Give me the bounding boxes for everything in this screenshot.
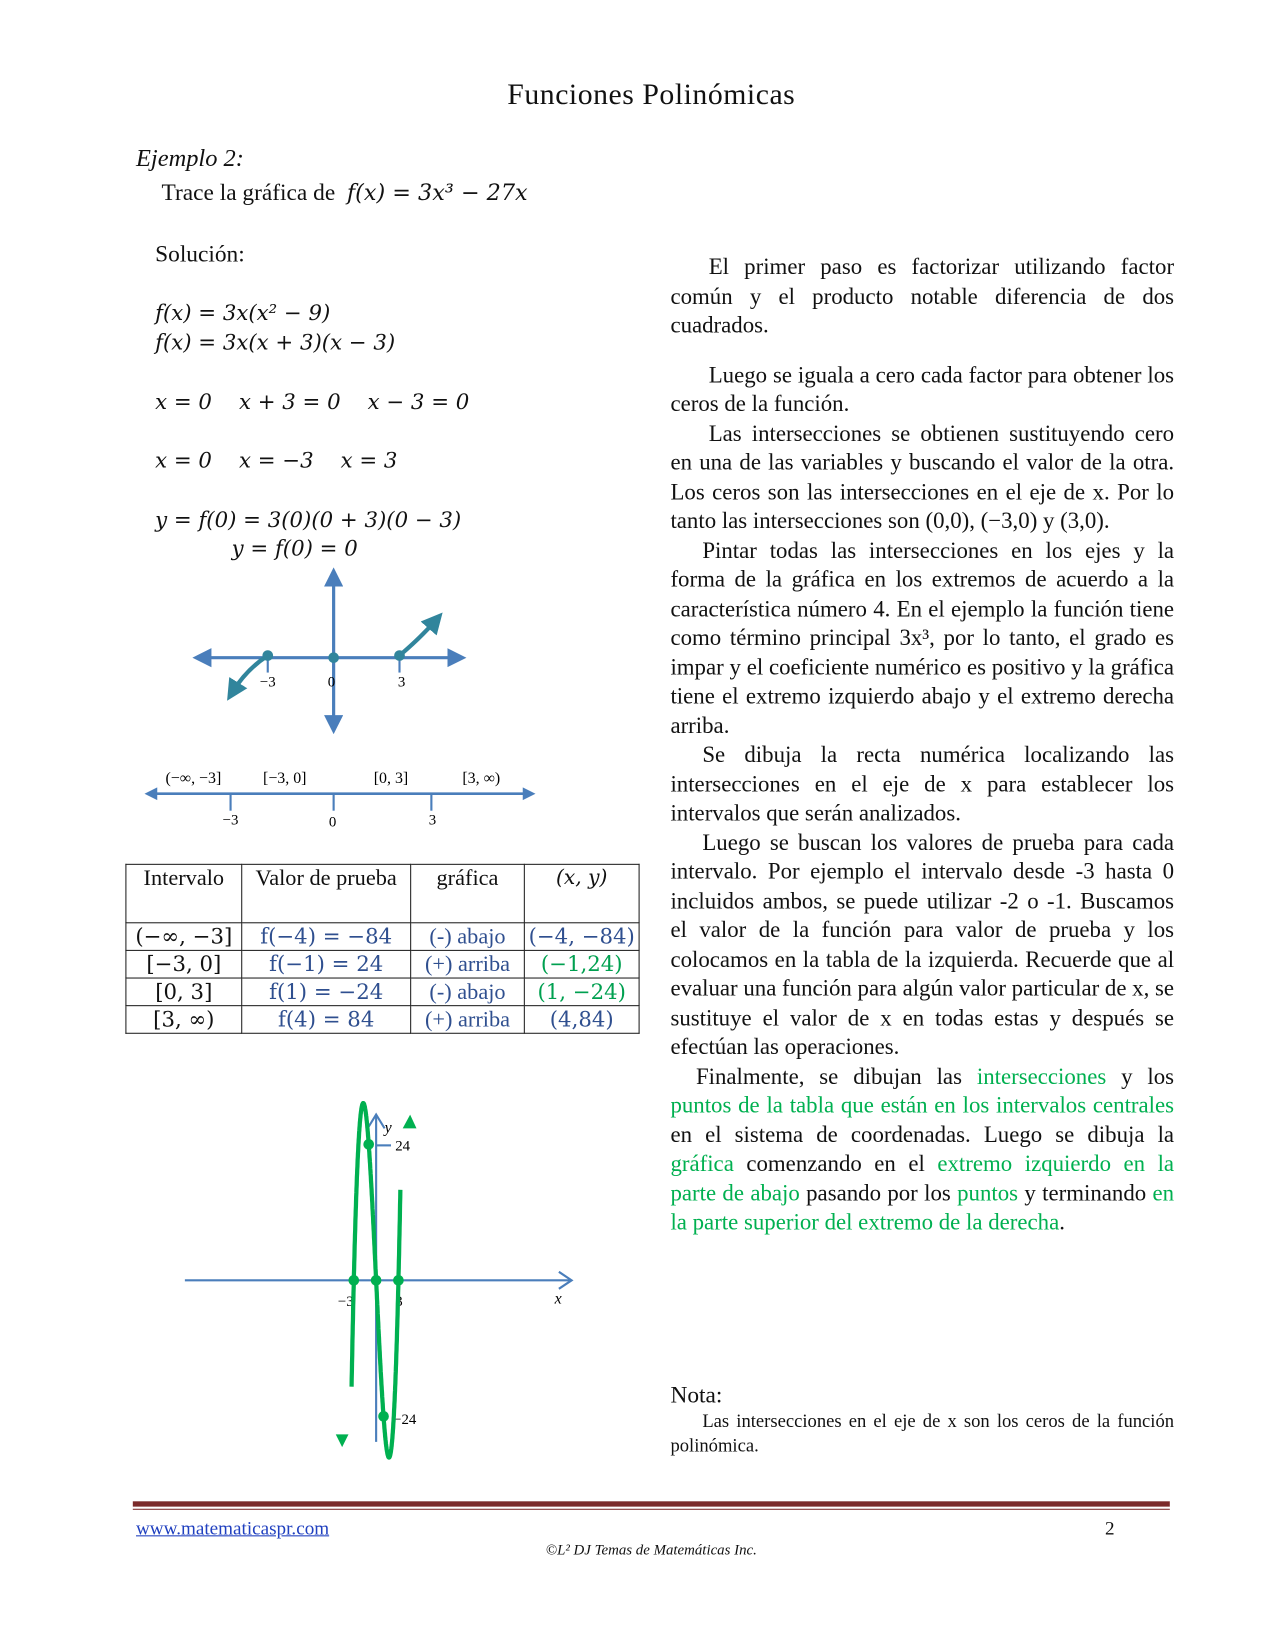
header-cell: Intervalo [126,864,242,922]
paragraph: Luego se buscan los valores de prueba para cada intervalo. Por ejemplo el intervalo desde -3 hasta 0 incluidos ambos, se puede utilizar -2 o -1. Buscamos el valor de la función para valor de prueba y los colocamos en la tabla de la izquierda. Recuerde que al evaluar una función para algún valor particular de x, se sustituye el valor de x en todas estas y después se efectúan las operaciones. [670,829,1175,1060]
note-label: Nota: [670,1381,723,1408]
paragraph: Pintar todas las intersecciones en los ejes y la forma de la gráfica en los extremos de acuerdo a la característica número 4. En el ejemplo la función tiene como término principal 3x³, por lo tanto, el grado es impar y el coeficiente numérico es positivo y la gráfica tiene el extremo izquierdo abajo y el extremo derecha arriba. [670,537,1175,738]
arrow-up-icon [403,1115,417,1129]
x-axis-label: x [554,1290,562,1308]
footer-divider [133,1501,1170,1506]
arrow-left-icon [145,787,158,800]
cell: (+) arriba [411,950,525,978]
interval-label: [−3, 0] [263,770,307,788]
step-5: y = f(0) = 3(0)(0 + 3)(0 − 3) [155,506,462,533]
header-cell: (x, y) [524,864,639,922]
copyright: ©L² DJ Temas de Matemáticas Inc. [545,1542,757,1559]
step-6: y = f(0) = 0 [231,535,358,561]
data-point [371,1275,382,1286]
text-segment: comenzando en el [733,1150,938,1177]
step-3: x = 0 x + 3 = 0 x − 3 = 0 [155,388,470,415]
tick-label: 0 [327,674,336,691]
table-row [126,978,639,1006]
cell: (−4, −84) [524,923,639,951]
tick-label: 0 [328,814,337,831]
highlighted-text: intersecciones [976,1063,1107,1089]
right-end-curve [400,621,436,656]
data-point [393,1275,404,1286]
paragraph: El primer paso es factorizar utilizando factor común y el producto notable diferencia de dos cuadrados. [670,253,1175,338]
step-1: f(x) = 3x(x² − 9) [155,299,331,326]
tick-label: 3 [397,674,406,691]
table-header-row [126,864,639,922]
text-segment: y los [1106,1063,1175,1089]
intercept-point [262,650,273,661]
cell: (−1,24) [524,950,639,978]
data-point [349,1275,360,1286]
header-cell: gráfica [411,864,525,922]
footer-divider [133,1509,1170,1510]
text-segment: Finalmente, se dibujan las [695,1063,977,1089]
paragraph-final [670,1062,1174,1237]
cell: (-) abajo [411,923,525,951]
y-tick-label: 24 [395,1138,411,1155]
tick-label: −3 [259,674,276,691]
text-segment: en el sistema de coordenadas. Luego se dibuja la [670,1121,1175,1147]
cell: [−3, 0] [126,950,242,978]
explanation [670,253,1174,1237]
interval-label: (−∞, −3] [165,770,222,788]
cell: [3, ∞) [126,1006,242,1034]
text-segment: pasando por los [799,1179,958,1206]
polynomial-graph [0,1063,680,1488]
end-behavior-sketch [0,0,680,850]
arrow-right-icon [523,787,536,800]
page-number: 2 [1105,1517,1115,1539]
cell: [0, 3] [126,978,242,1006]
test-values-table [125,864,639,1034]
header-cell: Valor de prueba [242,864,411,922]
tick-label: 3 [428,812,437,829]
highlighted-text: extremo izquierdo en la parte de abajo [670,1150,1175,1206]
data-point [363,1139,374,1150]
paragraph: Luego se iguala a cero cada factor para obtener los ceros de la función. [670,361,1175,417]
highlighted-text: gráfica [670,1150,734,1177]
note-text: Las intersecciones en el eje de x son los ceros de la función polinómica. [670,1409,1175,1456]
x-tick-label: 3 [395,1293,403,1310]
text-segment: . [1059,1209,1065,1235]
cell: f(1) = −24 [242,978,411,1006]
page-title: Funciones Polinómicas [507,78,796,112]
table-row [126,923,639,951]
cell: f(4) = 84 [242,1006,411,1034]
cell: (+) arriba [411,1006,525,1034]
paragraph: Se dibuja la recta numérica localizando las intersecciones en el eje de x para establecer los intervalos que serán analizados. [670,741,1175,826]
cell: (−∞, −3] [126,923,242,951]
y-axis-label: y [384,1119,392,1137]
cell: (1, −24) [524,978,639,1006]
tick-label: −3 [222,812,239,829]
paragraph: Las intersecciones se obtienen sustituyendo cero en una de las variables y buscando el valor de la otra. Los ceros son las intersecciones en el eje de x. Por lo tanto las intersecciones son (0,0), (−3,0) y (3,0). [670,420,1175,534]
cell: f(−1) = 24 [242,950,411,978]
table-row [126,1006,639,1034]
cell: f(−4) = −84 [242,923,411,951]
interval-label: [3, ∞) [462,770,501,788]
function-expression: f(x) = 3x³ − 27x [346,179,528,206]
step-2: f(x) = 3x(x + 3)(x − 3) [155,329,396,355]
example-label: Ejemplo 2: [136,144,244,172]
table-row [126,950,639,978]
highlighted-text: puntos de la tabla que están en los intervalos centrales [670,1092,1175,1118]
arrow-down-icon [336,1434,349,1447]
intercept-point [394,650,405,661]
website-link[interactable]: www.matematicaspr.com [136,1517,330,1539]
solution-label: Solución: [155,240,245,267]
interval-label: [0, 3] [373,770,409,788]
step-4: x = 0 x = −3 x = 3 [155,447,398,473]
y-tick-label: −24 [393,1411,417,1428]
cell: (-) abajo [411,978,525,1006]
cell: (4,84) [524,1006,639,1034]
prompt-text: Trace la gráfica de [161,178,336,206]
x-tick-label: −3 [337,1293,354,1310]
intercept-point [328,652,339,663]
text-segment: y terminando [1018,1179,1153,1206]
highlighted-text: puntos [957,1179,1019,1206]
data-point [378,1411,389,1422]
highlighted-text: en la parte superior del extremo de la derecha [670,1179,1175,1235]
